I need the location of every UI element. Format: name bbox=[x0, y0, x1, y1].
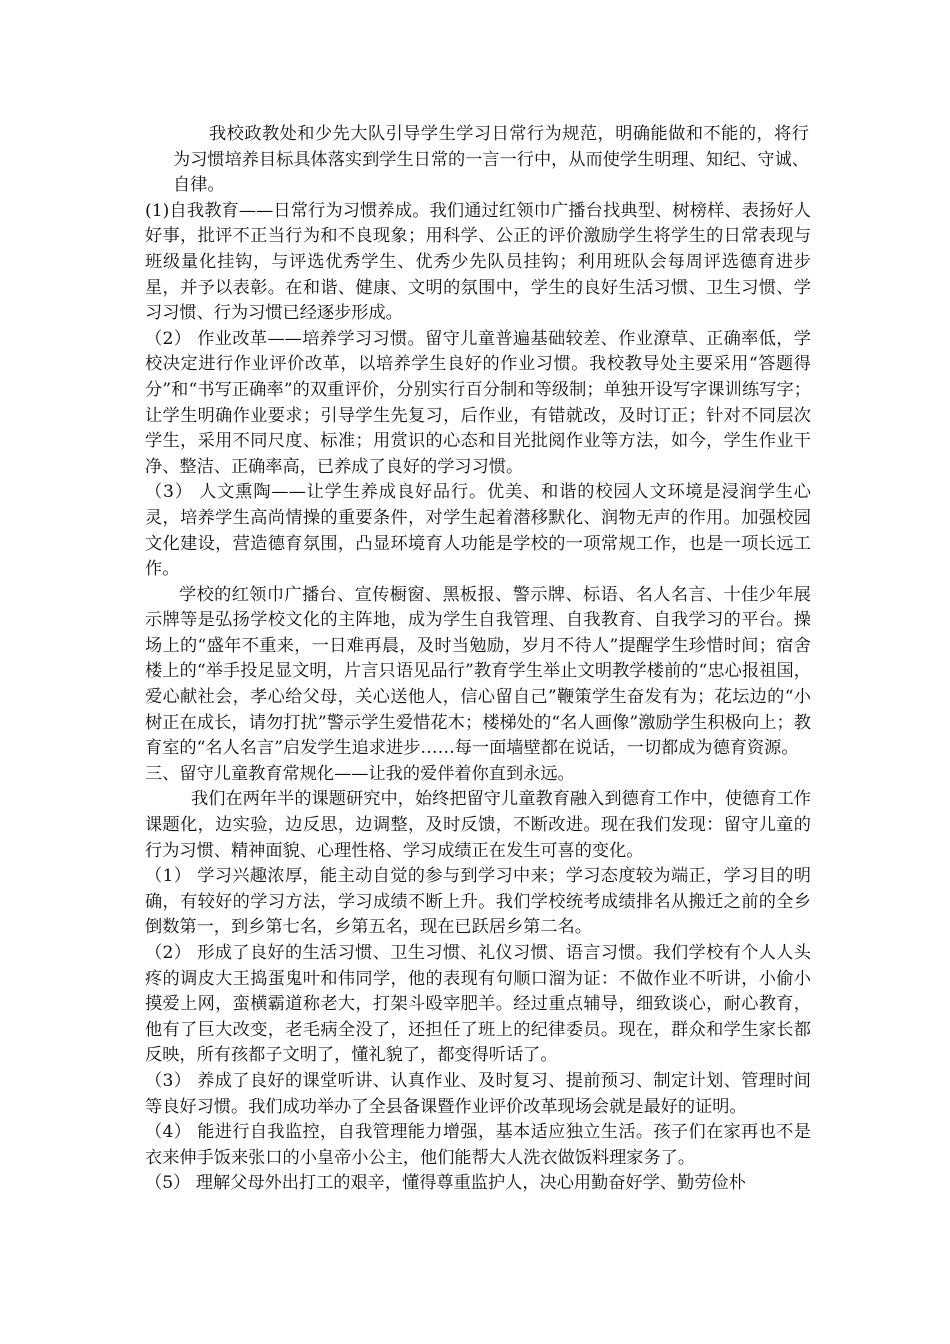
list-item-good-habits: （2） 形成了良好的生活习惯、卫生习惯、礼仪习惯、语言习惯。我们学校有个人人头疼的调皮大王捣蛋鬼叶和伟同学，他的表现有句顺口溜为证：不做作业不听讲，小偷小摸爱上网，蛮横霸道称老大，打架斗殴宰肥羊。经过重点辅导，细致谈心，耐心教育，他有了巨大改变，老毛病全没了，还担任了班上的纪律委员。现在，群众和学生家长都反映，所有孩都子文明了，懂礼貌了，都变得听话了。 bbox=[145, 943, 811, 1066]
intro-paragraph: 我校政教处和少先大队引导学生学习日常行为规范，明确能做和不能的，将行为习惯培养目标具体落实到学生日常的一言一行中，从而使学生明理、知纪、守诚、自律。 bbox=[173, 124, 809, 196]
paragraph-self-education: (1)自我教育——日常行为习惯养成。我们通过红领巾广播台找典型、树榜样、表扬好人好事，批评不正当行为和不良现象；用科学、公正的评价激励学生将学生的日常表现与班级量化挂钩，与评选优秀学生、优秀少先队员挂钩；利用班队会每周评选德育进步星，并予以表彰。在和谐、健康、文明的氛围中，学生的良好生活习惯、卫生习惯、学习习惯、行为习惯已经逐步形成。 bbox=[145, 200, 811, 324]
list-item-understand-parents: （5） 理解父母外出打工的艰辛，懂得尊重监护人，决心用勤奋好学、勤劳俭朴 bbox=[145, 1173, 746, 1194]
list-item-classroom-habits: （3） 养成了良好的课堂听讲、认真作业、及时复习、提前预习、制定计划、管理时间等良好习惯。我们成功举办了全县备课暨作业评价改革现场会就是最好的证明。 bbox=[145, 1070, 811, 1117]
list-item-self-management: （4） 能进行自我监控，自我管理能力增强，基本适应独立生活。孩子们在家再也不是衣来伸手饭来张口的小皇帝小公主，他们能帮大人洗衣做饭料理家务了。 bbox=[145, 1122, 811, 1168]
paragraph-campus-culture: 学校的红领巾广播台、宣传橱窗、黑板报、警示牌、标语、名人名言、十佳少年展示牌等是弘扬学校文化的主阵地，成为学生自我管理、自我教育、自我学习的平台。操场上的“盛年不重来，一日难再晨，及时当勉励，岁月不待人”提醒学生珍惜时间；宿舍楼上的“举手投足显文明，片言只语见品行”教育学生举止文明教学楼前的“忠心报祖国，爱心献社会，孝心给父母，关心送他人，信心留自己”鞭策学生奋发有为；花坛边的“小树正在成长，请勿打扰”警示学生爱惜花木；楼梯处的“名人画像”激励学生积极向上；教育室的“名人名言”启发学生追求进步……每一面墙壁都在说话，一切都成为德育资源。 bbox=[145, 584, 811, 759]
paragraph-homework-reform: （2） 作业改革——培养学习习惯。留守儿童普遍基础较差、作业潦草、正确率低，学校决定进行作业评价改革，以培养学生良好的作业习惯。我校教导处主要采用“答题得分”和“书写正确率”的双重评价，分别实行百分制和等级制；单独开设写字课训练写字；让学生明确作业要求；引导学生先复习，后作业，有错就改，及时订正；针对不同层次学生，采用不同尺度、标准；用赏识的心态和目光批阅作业等方法，如今，学生作业干净、整洁、正确率高，已养成了良好的学习习惯。 bbox=[145, 328, 811, 477]
paragraph-research-summary: 我们在两年半的课题研究中，始终把留守儿童教育融入到德育工作中，使德育工作课题化，边实验，边反思，边调整，及时反馈，不断改进。现在我们发现：留守儿童的行为习惯、精神面貌、心理性格、学习成绩正在发生可喜的变化。 bbox=[145, 789, 811, 861]
section-heading-three: 三、留守儿童教育常规化——让我的爱伴着你直到永远。 bbox=[145, 763, 575, 784]
paragraph-humanistic-influence: （3） 人文熏陶——让学生养成良好品行。优美、和谐的校园人文环境是浸润学生心灵，培养学生高尚情操的重要条件，对学生起着潜移默化、润物无声的作用。加强校园文化建设，营造德育氛围，凸显环境育人功能是学校的一项常规工作，也是一项长远工作。 bbox=[145, 482, 811, 580]
list-item-learning-interest: （1） 学习兴趣浓厚，能主动自觉的参与到学习中来；学习态度较为端正，学习目的明确，有较好的学习方法，学习成绩不断上升。我们学校统考成绩排名从搬迁之前的全乡倒数第一，到乡第七名，乡第五名，现在已跃居乡第二名。 bbox=[145, 866, 811, 938]
document-body bbox=[145, 122, 811, 1197]
